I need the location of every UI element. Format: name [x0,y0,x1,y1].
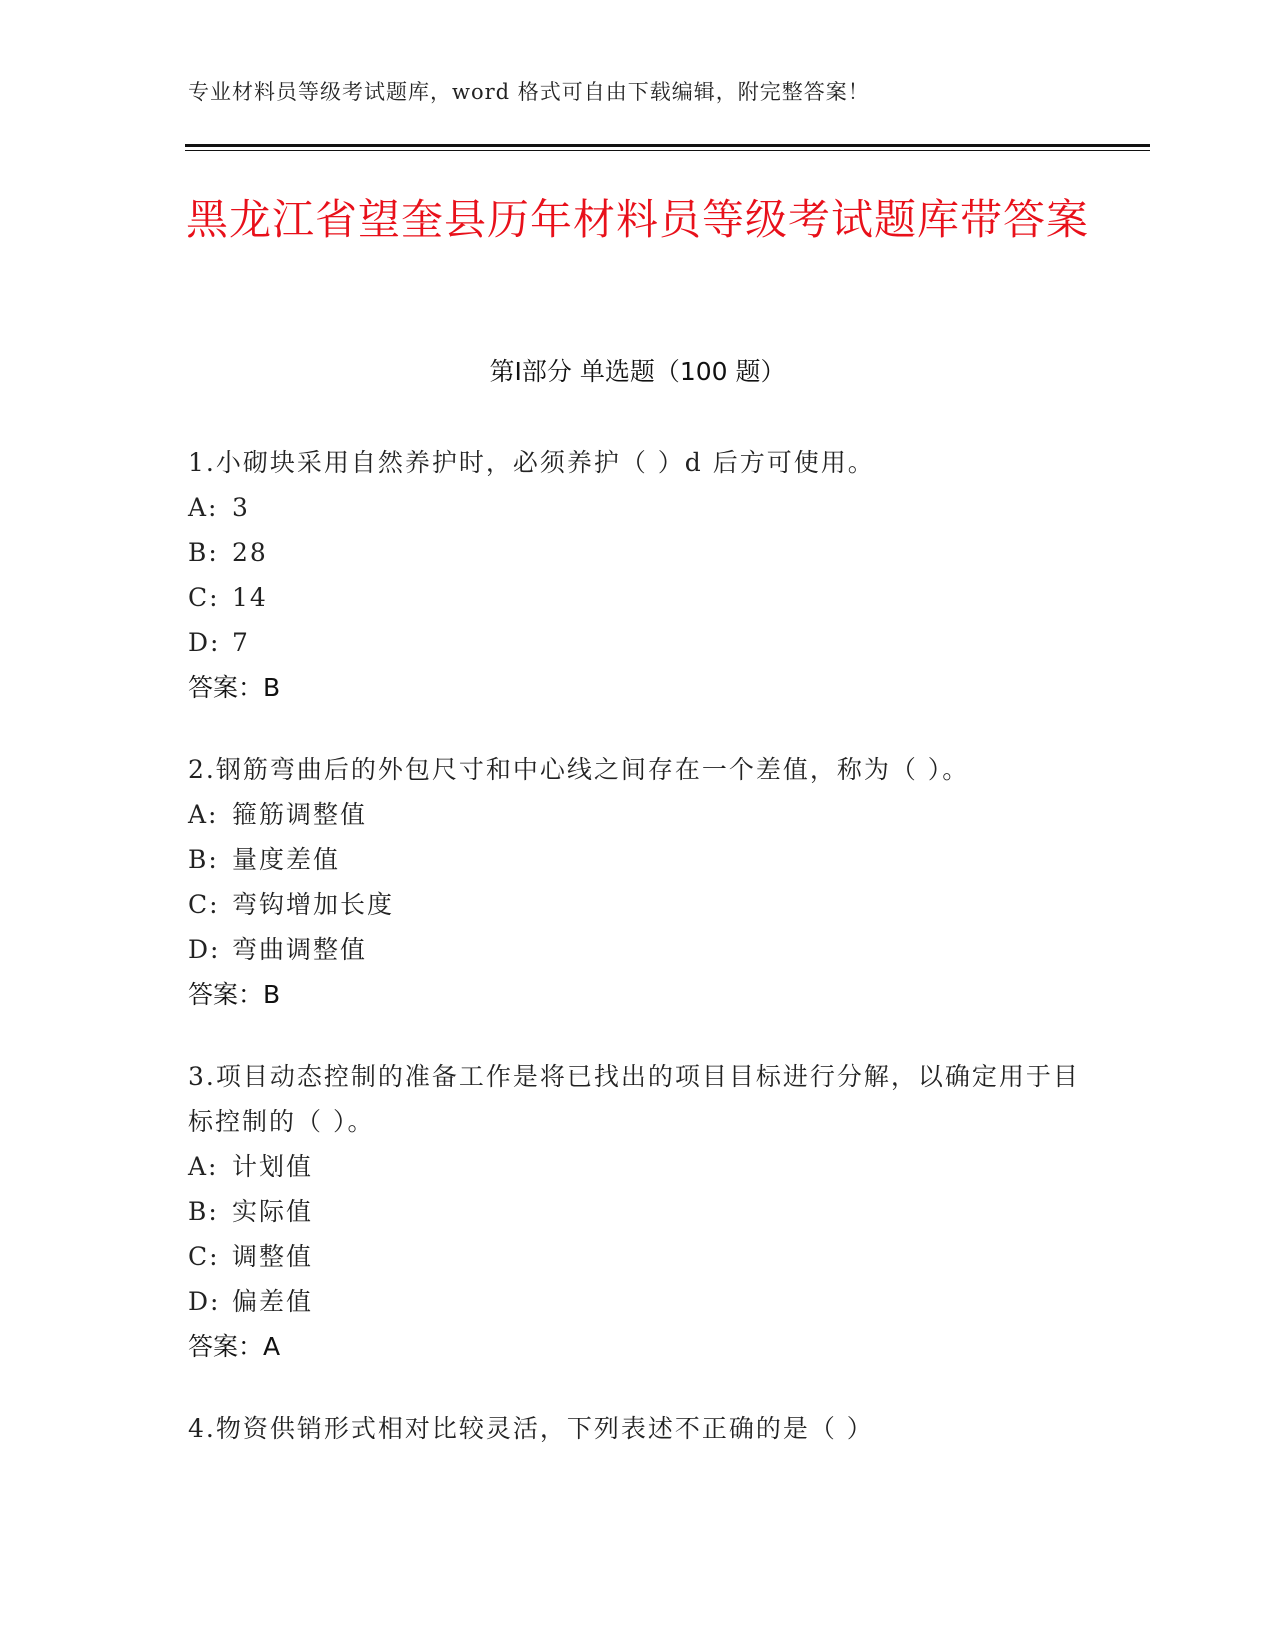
option-a [188,792,1088,837]
option-text: 28 [232,538,268,567]
option-text: 偏差值 [232,1287,314,1316]
option-key: C: [188,890,220,919]
option-key: B: [188,1197,219,1226]
option-text: 实际值 [232,1197,314,1226]
header-divider-thin [185,150,1150,151]
option-c [188,1234,1088,1279]
option-text: 弯钩增加长度 [232,890,395,919]
option-a [188,485,1088,530]
question-stem: 3.项目动态控制的准备工作是将已找出的项目目标进行分解，以确定用于目标控制的（ ）。 [188,1062,1080,1136]
option-text: 3 [232,493,250,522]
option-d [188,620,1088,665]
option-text: 7 [232,628,250,657]
option-b [188,530,1088,575]
option-text: 14 [232,583,268,612]
option-key: C: [188,1242,220,1271]
question-item [188,1054,1088,1369]
question-stem: 2.钢筋弯曲后的外包尺寸和中心线之间存在一个差值，称为（ ）。 [188,755,970,784]
option-a [188,1144,1088,1189]
option-c [188,882,1088,927]
option-key: D: [188,628,221,657]
option-key: A: [188,493,219,522]
option-key: A: [188,800,219,829]
option-b [188,1189,1088,1234]
option-text: 量度差值 [232,845,341,874]
option-text: 计划值 [232,1152,314,1181]
question-stem: 4.物资供销形式相对比较灵活，下列表述不正确的是（ ） [188,1414,874,1443]
header-note: 专业材料员等级考试题库，word 格式可自由下载编辑，附完整答案！ [188,80,870,104]
answer-line: 答案：B [188,673,281,702]
option-d [188,1279,1088,1324]
document-title: 黑龙江省望奎县历年材料员等级考试题库带答案 [185,195,1089,244]
header-divider [185,144,1150,147]
option-key: C: [188,583,220,612]
option-key: B: [188,538,219,567]
question-list [188,440,1088,1488]
option-d [188,927,1088,972]
option-text: 箍筋调整值 [232,800,368,829]
section-heading: 第Ⅰ部分 单选题（100 题） [489,357,786,386]
question-item [188,1406,1088,1451]
answer-line: 答案：A [188,1332,281,1361]
option-text: 弯曲调整值 [232,935,368,964]
question-item [188,440,1088,710]
option-key: D: [188,935,221,964]
option-key: B: [188,845,219,874]
answer-line: 答案：B [188,980,281,1009]
option-key: D: [188,1287,221,1316]
option-text: 调整值 [232,1242,314,1271]
question-stem: 1.小砌块采用自然养护时，必须养护（ ）d 后方可使用。 [188,448,875,477]
question-item [188,747,1088,1017]
option-key: A: [188,1152,219,1181]
option-c [188,575,1088,620]
option-b [188,837,1088,882]
